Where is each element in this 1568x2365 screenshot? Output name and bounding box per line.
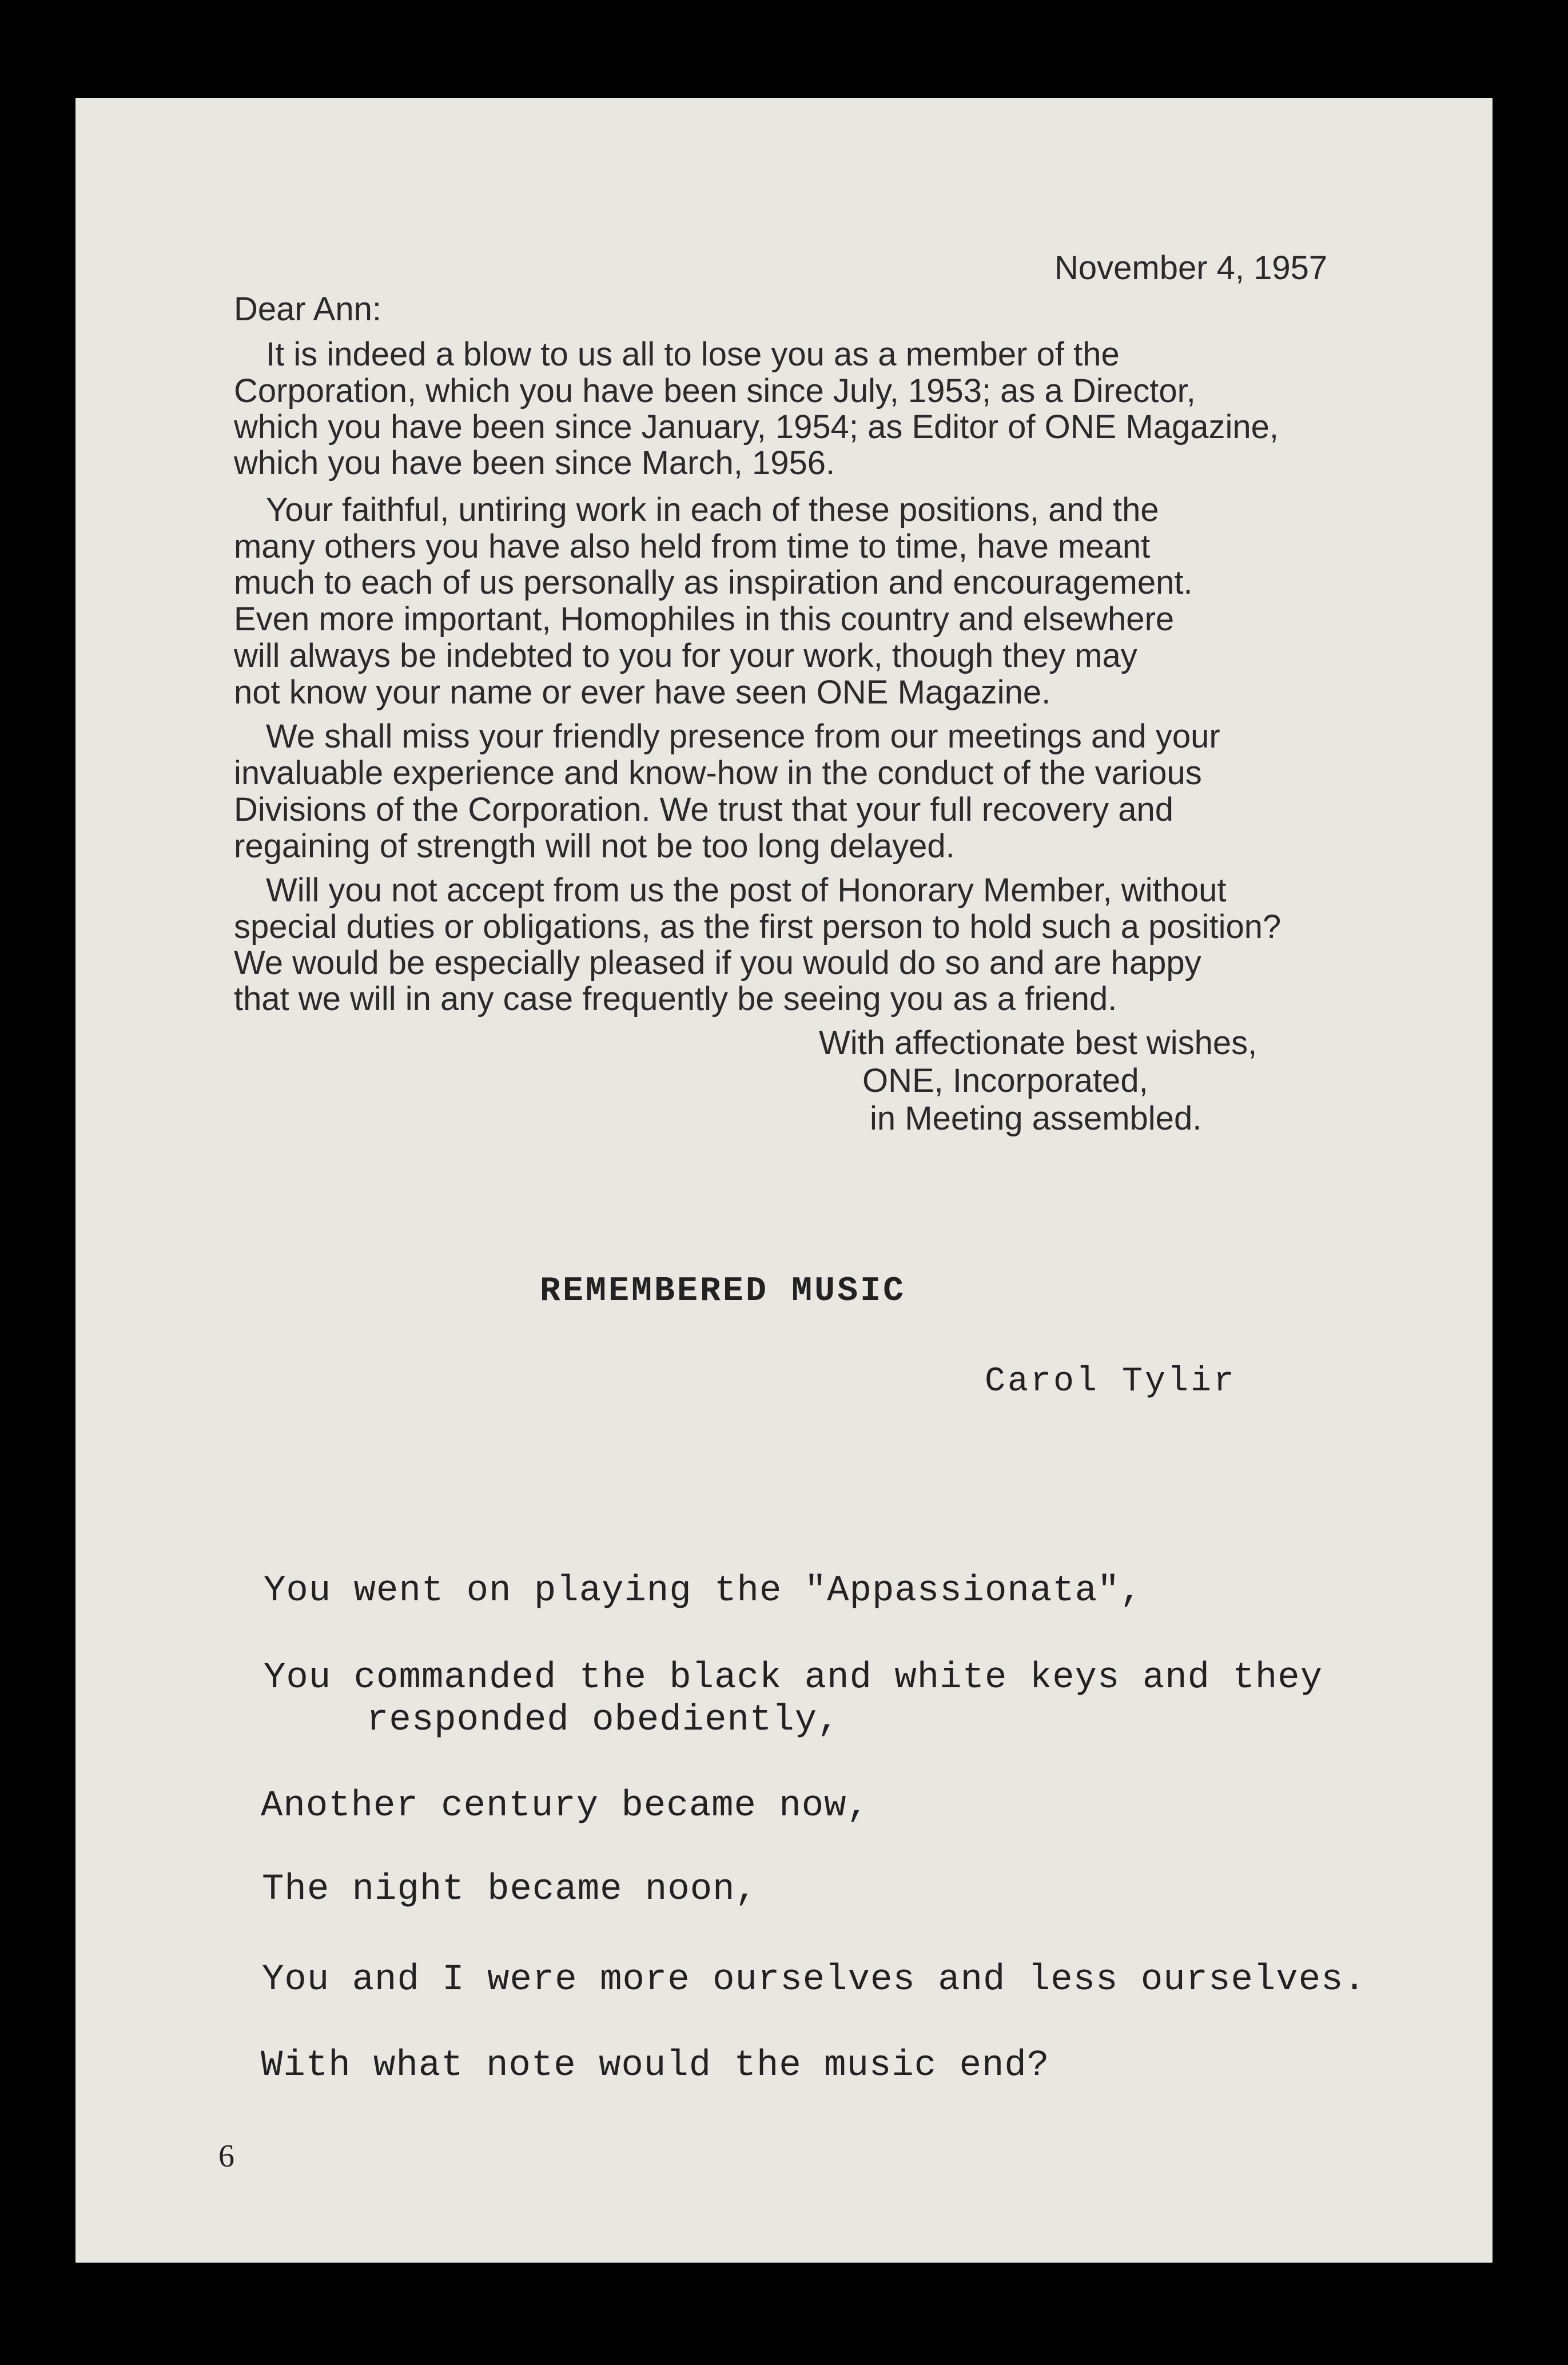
poem-line: You and I were more ourselves and less ourselves. [262, 1959, 1366, 2001]
paragraph-line: not know your name or ever have seen ONE Magazine. [234, 674, 1051, 711]
paragraph-line: much to each of us personally as inspiration and encouragement. [234, 564, 1193, 601]
paragraph-line: many others you have also held from time to time, have meant [234, 528, 1151, 565]
paragraph-line: will always be indebted to you for your work, though they may [234, 637, 1137, 674]
poem-line: You went on playing the "Appassionata", [264, 1571, 1143, 1612]
paragraph-line: Corporation, which you have been since July, 1953; as a Director, [234, 372, 1196, 410]
paragraph-line: Will you not accept from us the post of Honorary Member, without [266, 872, 1227, 909]
closing-line: With affectionate best wishes, [819, 1024, 1257, 1062]
poem-line: Another century became now, [261, 1786, 869, 1827]
poem-title: REMEMBERED MUSIC [540, 1272, 906, 1311]
paragraph-line: special duties or obligations, as the first person to hold such a position? [234, 908, 1282, 945]
paragraph-line: We would be especially pleased if you would do so and are happy [234, 944, 1201, 981]
poem-line: responded obediently, [367, 1700, 840, 1741]
poem-line: The night became noon, [262, 1869, 758, 1910]
poem-author: Carol Tylir [985, 1362, 1237, 1401]
closing-line: ONE, Incorporated, [862, 1062, 1148, 1099]
paragraph-line: It is indeed a blow to us all to lose you as a member of the [266, 336, 1120, 373]
paragraph-line: which you have been since January, 1954; as Editor of ONE Magazine, [234, 408, 1279, 446]
paragraph-line: invaluable experience and know-how in the conduct of the various [234, 754, 1202, 792]
paragraph-line: Even more important, Homophiles in this country and elsewhere [234, 601, 1175, 638]
poem-line: You commanded the black and white keys and they [264, 1658, 1323, 1699]
paragraph-line: that we will in any case frequently be seeing you as a friend. [234, 980, 1117, 1017]
paragraph-line: regaining of strength will not be too long delayed. [234, 828, 955, 865]
paragraph-line: Divisions of the Corporation. We trust that your full recovery and [234, 791, 1174, 828]
page-number: 6 [218, 2139, 234, 2174]
paragraph-line: which you have been since March, 1956. [234, 444, 835, 482]
closing-line: in Meeting assembled. [870, 1100, 1202, 1137]
poem-line: With what note would the music end? [261, 2045, 1050, 2086]
letter-salutation: Dear Ann: [234, 291, 381, 328]
paragraph-line: Your faithful, untiring work in each of these positions, and the [266, 491, 1159, 528]
letter-date: November 4, 1957 [1054, 249, 1328, 287]
paragraph-line: We shall miss your friendly presence from our meetings and your [266, 718, 1220, 755]
